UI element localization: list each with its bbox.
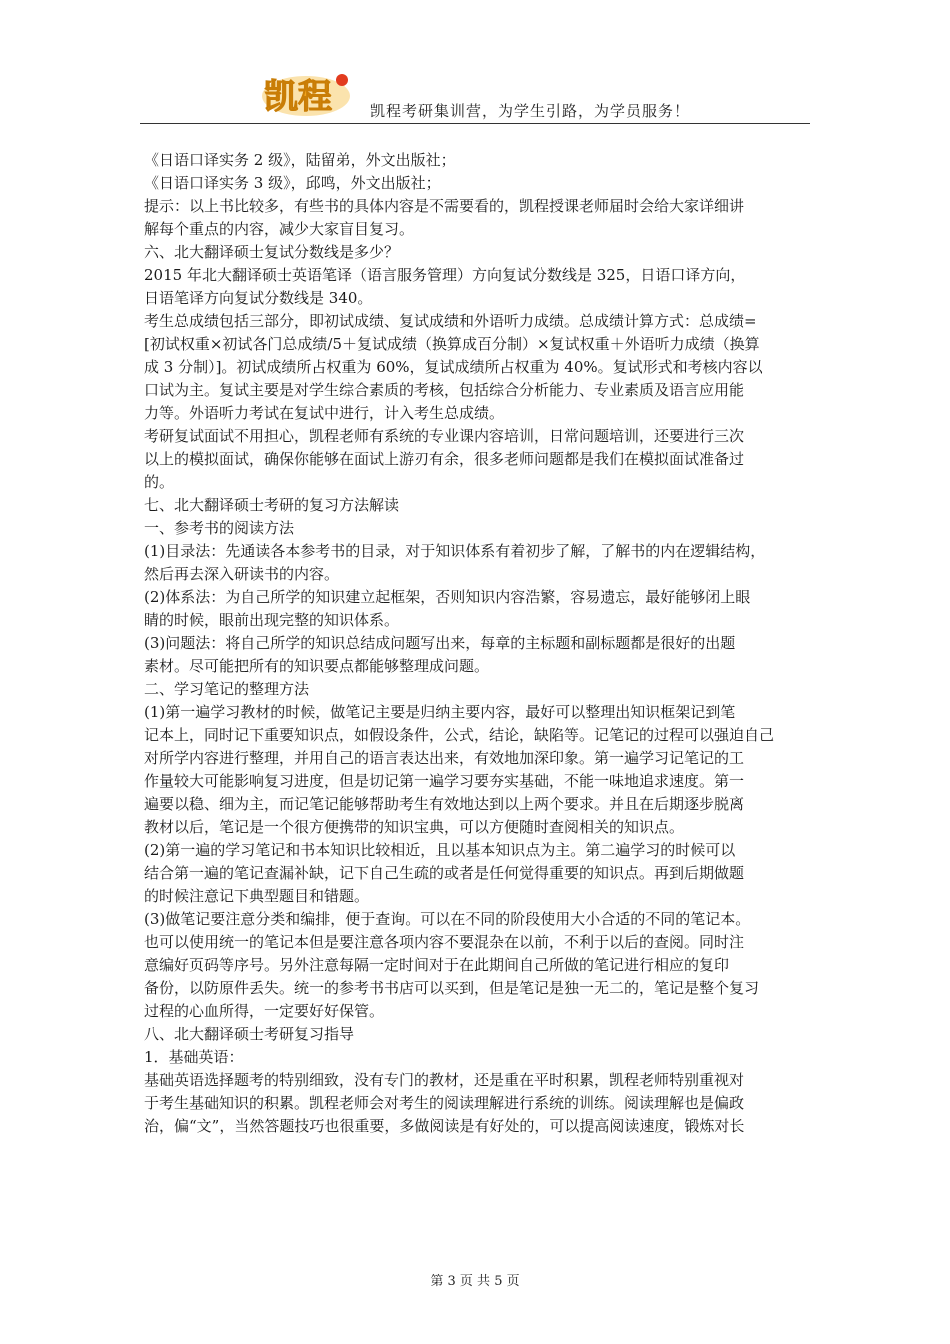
text-line: 解每个重点的内容，减少大家盲目复习。 (144, 220, 415, 238)
text-line: 过程的心血所得，一定要好好保管。 (144, 1002, 385, 1020)
text-line: 二、学习笔记的整理方法 (144, 680, 310, 698)
page-number: 第 3 页 共 5 页 (430, 1274, 520, 1289)
text-line: 《日语口译实务 3 级》，邱鸣，外文出版社； (144, 174, 441, 192)
text-line: 结合第一遍的笔记查漏补缺，记下自己生疏的或者是任何觉得重要的知识点。再到后期做题 (144, 864, 745, 882)
page-header (140, 62, 810, 124)
text-line: 遍要以稳、细为主，而记笔记能够帮助考生有效地达到以上两个要求。并且在后期逐步脱离 (144, 795, 745, 813)
text-line: 考研复试面试不用担心，凯程老师有系统的专业课内容培训，日常问题培训，还要进行三次 (144, 427, 745, 445)
text-line: 八、北大翻译硕士考研复习指导 (144, 1025, 355, 1043)
text-line: 基础英语选择题考的特别细致，没有专门的教材，还是重在平时积累，凯程老师特别重视对 (144, 1071, 745, 1089)
text-line: (2)体系法：为自己所学的知识建立起框架，否则知识内容浩繁，容易遗忘，最好能够闭上眼 (144, 588, 751, 606)
header-divider (140, 123, 810, 124)
logo-text: 凯程 (264, 77, 332, 117)
text-line: (2)第一遍的学习笔记和书本知识比较相近，且以基本知识点为主。第二遍学习的时候可以 (144, 841, 736, 859)
text-line: 教材以后，笔记是一个很方便携带的知识宝典，可以方便随时查阅相关的知识点。 (144, 818, 685, 836)
text-line: 然后再去深入研读书的内容。 (144, 565, 340, 583)
text-line: 口试为主。复试主要是对学生综合素质的考核，包括综合分析能力、专业素质及语言应用能 (144, 381, 745, 399)
text-line: 日语笔译方向复试分数线是 340。 (144, 289, 373, 307)
text-line: 以上的模拟面试，确保你能够在面试上游刃有余，很多老师问题都是我们在模拟面试准备过 (144, 450, 745, 468)
text-line: 《日语口译实务 2 级》，陆留弟，外文出版社； (144, 151, 456, 169)
text-line: 2015 年北大翻译硕士英语笔译（语言服务管理）方向复试分数线是 325，日语口译方向， (144, 266, 746, 284)
text-line: 睛的时候，眼前出现完整的知识体系。 (144, 611, 400, 629)
text-line: 六、北大翻译硕士复试分数线是多少？ (144, 243, 400, 261)
text-line: 治，偏“文”，当然答题技巧也很重要，多做阅读是有好处的，可以提高阅读速度，锻炼对长 (144, 1117, 745, 1135)
text-line: 意编好页码等序号。另外注意每隔一定时间对于在此期间自己所做的笔记进行相应的复印 (144, 956, 730, 974)
text-line: 提示：以上书比较多，有些书的具体内容是不需要看的，凯程授课老师届时会给大家详细讲 (144, 197, 745, 215)
text-line: 七、北大翻译硕士考研的复习方法解读 (144, 496, 400, 514)
logo-dot-icon (336, 74, 348, 86)
text-line: 成 3 分制）]。初试成绩所占权重为 60%，复试成绩所占权重为 40%。复试形式和考核内容以 (144, 358, 763, 376)
text-line: 作量较大可能影响复习进度，但是切记第一遍学习要夯实基础，不能一味地追求速度。第一 (144, 772, 745, 790)
text-line: (1)目录法：先通读各本参考书的目录，对于知识体系有着初步了解，了解书的内在逻辑结构， (144, 542, 766, 560)
text-line: 也可以使用统一的笔记本但是要注意各项内容不要混杂在以前，不利于以后的查阅。同时注 (144, 933, 745, 951)
kaicheng-logo (258, 62, 354, 122)
text-line: 一、参考书的阅读方法 (144, 519, 295, 537)
text-line: 考生总成绩包括三部分，即初试成绩、复试成绩和外语听力成绩。总成绩计算方式：总成绩= (144, 312, 757, 330)
text-line: 力等。外语听力考试在复试中进行，计入考生总成绩。 (144, 404, 505, 422)
text-line: (3)问题法：将自己所学的知识总结成问题写出来，每章的主标题和副标题都是很好的出题 (144, 634, 736, 652)
page-footer (0, 1270, 950, 1289)
text-line: (3)做笔记要注意分类和编排，便于查询。可以在不同的阶段使用大小合适的不同的笔记本。 (144, 910, 751, 928)
text-line: (1)第一遍学习教材的时候，做笔记主要是归纳主要内容，最好可以整理出知识框架记到笔 (144, 703, 736, 721)
text-line: 1．基础英语： (144, 1048, 244, 1066)
document-body (144, 149, 814, 1138)
text-line: 的。 (144, 473, 175, 491)
text-line: [初试权重×初试各门总成绩/5＋复试成绩（换算成百分制）×复试权重＋外语听力成绩（换算 (144, 335, 760, 353)
text-line: 的时候注意记下典型题目和错题。 (144, 887, 370, 905)
text-line: 对所学内容进行整理，并用自己的语言表达出来，有效地加深印象。第一遍学习记笔记的工 (144, 749, 745, 767)
text-line: 素材。尽可能把所有的知识要点都能够整理成问题。 (144, 657, 490, 675)
text-line: 备份，以防原件丢失。统一的参考书书店可以买到，但是笔记是独一无二的，笔记是整个复习 (144, 979, 760, 997)
header-slogan: 凯程考研集训营，为学生引路，为学员服务！ (370, 102, 691, 120)
text-line: 记本上，同时记下重要知识点，如假设条件，公式，结论，缺陷等。记笔记的过程可以强迫自己 (144, 726, 775, 744)
text-line: 于考生基础知识的积累。凯程老师会对考生的阅读理解进行系统的训练。阅读理解也是偏政 (144, 1094, 745, 1112)
